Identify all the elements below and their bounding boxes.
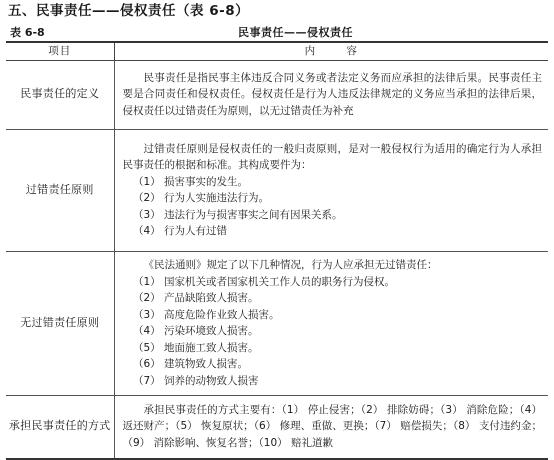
liability-table bbox=[6, 41, 548, 460]
table-caption bbox=[6, 25, 548, 41]
row-content bbox=[114, 251, 548, 395]
header-item: 项目 bbox=[6, 42, 114, 60]
table-row bbox=[6, 395, 548, 459]
table-row bbox=[6, 60, 548, 129]
content-paragraph: 过错责任原则是侵权责任的一般归责原则，是对一般侵权行为适用的确定行为人承担民事责任的根据和标准。其构成要件为： bbox=[122, 142, 542, 171]
table-title: 民事责任——侵权责任 bbox=[238, 26, 353, 39]
row-item-label: 民事责任的定义 bbox=[6, 60, 114, 129]
content-list-item: （5） 地面施工致人损害。 bbox=[133, 341, 259, 354]
table-number: 表 6-8 bbox=[10, 26, 45, 39]
row-content bbox=[114, 129, 548, 251]
row-item-label: 过错责任原则 bbox=[6, 129, 114, 251]
content-list-item: （2） 行为人实施违法行为。 bbox=[133, 192, 270, 204]
content-list-item: （3） 违法行为与损害事实之间有因果关系。 bbox=[133, 208, 343, 221]
content-list-item: （1） 国家机关或者国家机关工作人员的职务行为侵权。 bbox=[133, 275, 396, 288]
content-list-item: （1） 损害事实的发生。 bbox=[133, 175, 249, 188]
content-list-item: （7） 饲养的动物致人损害 bbox=[133, 374, 259, 387]
section-heading: 五、民事责任——侵权责任（表 6-8） bbox=[8, 3, 250, 19]
content-list-item: （4） 污染环境致人损害。 bbox=[133, 325, 259, 337]
content-list-item: （3） 高度危险作业致人损害。 bbox=[133, 308, 280, 321]
table-header-row bbox=[6, 42, 548, 60]
table-row bbox=[6, 129, 548, 251]
row-item-label: 承担民事责任的方式 bbox=[6, 395, 114, 459]
content-paragraph: 民事责任是指民事主体违反合同义务或者法定义务而应承担的法律后果。民事责任主要是合同责任和侵权责任。侵权责任是行为人违反法律规定的义务应当承担的法律后果，侵权责任以过错责任为原则，以无过错责任为补充 bbox=[122, 71, 542, 117]
row-content bbox=[114, 395, 548, 459]
content-paragraph: 《民法通则》规定了以下几种情况，行为人应承担无过错责任： bbox=[143, 259, 438, 271]
table-body bbox=[6, 60, 548, 459]
content-list-item: （6） 建筑物致人损害。 bbox=[133, 358, 249, 370]
content-list-item: （4） 行为人有过错 bbox=[133, 225, 228, 237]
content-paragraph: 承担民事责任的方式主要有：（1） 停止侵害；（2） 排除妨碍；（3） 消除危险；（4） 返还财产；（5） 恢复原状；（6） 修理、重做、更换；（7） 赔偿损失；（8） 支付违约金；（9） 消除影响、恢复名誉；（10） 赔礼道歉 bbox=[122, 403, 542, 449]
header-content: 内 容 bbox=[114, 42, 548, 60]
content-list-item: （2） 产品缺陷致人损害。 bbox=[133, 292, 259, 304]
table-row bbox=[6, 251, 548, 395]
row-item-label: 无过错责任原则 bbox=[6, 251, 114, 395]
row-content bbox=[114, 60, 548, 129]
